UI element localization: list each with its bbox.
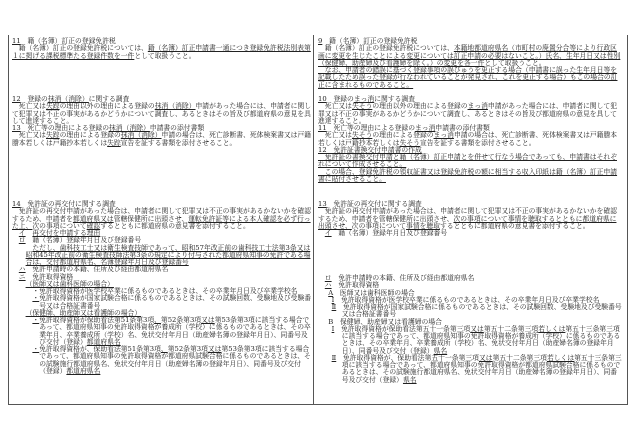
underlined-text: 抹消（消除） — [47, 95, 89, 103]
underlined-text: ・ — [32, 316, 40, 324]
paragraph — [318, 103, 622, 125]
text-segment: 第五十二条第三項 — [483, 324, 539, 333]
text-segment: の理由による登録の — [59, 131, 121, 140]
underlined-text: 又は — [470, 324, 484, 333]
underlined-text: 13 — [318, 200, 327, 208]
text-segment: するとともに都道府県の意見書を添付すること。 — [100, 221, 250, 230]
underlined-text: ハ — [324, 281, 332, 290]
underlined-text: 又は — [201, 316, 215, 324]
list-item — [12, 295, 312, 310]
underlined-text: 又は — [478, 353, 493, 362]
text-segment: 申請があった場合には、申請者に関して犯罪又は不正の事実があるかどうかについて調査し、あるときはその旨及び都道府県の意見を具して進達すること。 — [318, 102, 617, 125]
text-segment: 免許申請時の本籍、住所及び経由都道府県名 — [25, 265, 169, 274]
paragraph — [12, 103, 312, 125]
list-item — [318, 230, 622, 237]
underlined-text: 都道府県名 — [66, 366, 101, 375]
underlined-text: 若しくは — [538, 324, 566, 333]
underlined-text: 事情を聴取 — [406, 221, 441, 230]
text-segment: 免許証の再交付申請があった場合は、申請者に関して犯罪又は不正の事実があるかないかを確認するため、申請者を管轄保健所に出頭させ、 — [318, 207, 617, 223]
underlined-text: 13 — [12, 124, 21, 132]
underlined-text: 11 — [318, 124, 327, 132]
text-segment: 第五十三条第三項に該当する場合であって、都道府県知事の免許取得資格が養成所（学校）に係るものであるときは、その卒業年月、卒業養成所（学校）名、免状交付年月日（助産婦名簿の登録年月日）、同番号及び交付（登録） — [341, 324, 621, 355]
left-section-11 — [12, 38, 312, 60]
text-segment: 免許証の再交付申請があった場合は、申請者に関して犯罪又は不正の事実があるかないかを確認するため、申請者を — [12, 207, 311, 223]
left-section-14 — [12, 201, 312, 375]
underlined-text: 抹消（消除） — [154, 102, 196, 111]
text-segment: 医師又は歯科医師の場合 — [333, 288, 415, 297]
underlined-text: Ⅰ — [331, 295, 335, 304]
text-segment: の理由による登録の — [372, 131, 434, 140]
paragraph — [12, 208, 312, 230]
underlined-text: A — [328, 288, 334, 297]
underlined-text: イ — [18, 229, 26, 237]
underlined-text: 再交付を申請する理由 — [32, 229, 101, 237]
text-segment: 管轄保健所に出頭させ、 — [113, 214, 189, 223]
underlined-text: Ⅱ — [331, 353, 337, 362]
text-segment: 籍（名簿）訂正の登録免許税 — [20, 37, 116, 45]
underlined-text: 12 免許証書換交付申請書の作成 — [318, 145, 422, 154]
underlined-text: 11 — [12, 37, 21, 45]
right-section-9 — [318, 38, 622, 89]
text-segment: 免許取得資格 — [25, 272, 74, 281]
text-segment: 籍（名簿）訂正の登録免許税 — [322, 37, 418, 45]
right-section-10-12 — [318, 96, 622, 183]
text-segment: 申請の場合は、死亡診断書、死体検案書又は戸籍謄本若しくは戸籍抄本若しくは — [318, 131, 618, 147]
text-segment: 免許取得資格が医学校卒業に係るものであるときは、その卒業年月日及び卒業学校名 — [334, 295, 600, 304]
underlined-text: 次の事項について事情を聴取するとともに都道府県に出頭させ、 — [318, 214, 617, 230]
text-segment: として取扱うこと。 — [134, 51, 196, 60]
text-segment: 第53条第3項に該当する場合であって、都道府県知事の免許取得資格が養成所（学校）に係るものであるときは、その卒業年月、卒業養成所（学校）名、免状交付年月日（助産婦名簿の登録年月日）、同番号及び交付（登録） — [39, 316, 311, 346]
text-segment: 次の事項について — [32, 221, 87, 230]
text-segment: に関する調査 — [88, 95, 130, 103]
table-left-border — [8, 35, 9, 405]
underlined-text: 失踪 — [45, 102, 60, 111]
text-segment: ・免許取得資格が医学校卒業に係るものであるときは、その卒業年月日及び卒業学校名 — [32, 287, 298, 295]
underlined-text: 免許証の書換交付申請と籍（名簿）訂正申請とを併せて行なう場合であっても、申請書はそれぞれについて作成させること。 — [318, 153, 617, 169]
right-section-13 — [318, 201, 622, 237]
underlined-text: まっ消 — [433, 131, 454, 140]
underlined-text: Ⅱ — [331, 303, 337, 311]
text-segment: 申請の場合は、死亡診断書、死体検案書又は戸籍謄本若しくは戸籍抄本若しくは — [12, 131, 312, 147]
underlined-text: 籍（名簿）訂正申請書一通につき登録免許税法別表第１に掲げる課税標準たる登録件数を一件 — [12, 44, 311, 60]
text-segment: 免許取得資格が国家試験合格に係るものであるときは、その試験回数、受験地及び受験番号又は合格証書番号 — [39, 294, 312, 310]
text-segment: 籍（名簿）登録年月日及び登録番号 — [331, 229, 448, 237]
underlined-text: なお、申請者の錯誤に基づく登録事項の誤びゅうを更正する場合（申請書に誤った生年月日等を記載したため誤った登録が行なわれていることが発見され、これを更正する場合）もこの場合の訂正に含まれるものであること。 — [318, 66, 618, 89]
underlined-text: イ — [324, 229, 332, 237]
underlined-text: 失そう — [351, 131, 373, 140]
underlined-text: 都道府県又は — [72, 214, 114, 223]
text-segment: 宣告を証する書類を添付させること。 — [419, 138, 536, 147]
text-segment: 第52条第3項 — [167, 345, 208, 353]
underlined-text: ただし、歯科技工士又は衛生検査技師であって、昭和57年改正前の歯科技工士法第3条又は昭和45年改正前の衛生検査技師法第3条の規定により付与された都道府県知事の免許である場合は、交付都道府県名、名簿登録年月日及び登録番号 — [25, 243, 311, 266]
underlined-text: （保健師、助産師又は看護師の場合） — [25, 308, 142, 317]
paragraph — [318, 132, 622, 147]
underlined-text: 本籍地都道府県名（市町村の廃置分合等により行政区画に変更を生じたことによる変更については訂正申請の必要はないこと。）氏名、生年月日又は性別（保健婦、助産婦及び看護婦を除く。）の変更を各一件 — [318, 44, 621, 67]
paragraph — [318, 154, 622, 169]
text-segment: 宣告を証する書類を添付させること。 — [120, 138, 237, 147]
underlined-text: 失踪 — [107, 138, 121, 147]
text-segment: 免許証の再交付に関する調査 — [326, 200, 422, 208]
text-segment: の理由以外の理由による登録の — [372, 102, 468, 111]
underlined-text: まっ消 — [415, 124, 436, 132]
underlined-text: ・ — [32, 294, 40, 303]
right-section-13-continued — [318, 275, 622, 384]
underlined-text: まっ消 — [467, 102, 488, 111]
underlined-text: ・ — [32, 345, 40, 353]
text-segment: 死亡又は — [318, 131, 352, 140]
underlined-text: ロ — [324, 274, 332, 282]
text-segment: 免許取得資格が国家試験合格に係るものであるときは、その試験回数、受験地及び受験番号又は合格証書番号 — [336, 303, 622, 319]
underlined-text: ニ — [18, 272, 26, 281]
text-segment: 籍（名簿）登録年月日及び登録番号 — [25, 236, 142, 245]
text-segment: 免許申請時の本籍、住所及び経由都道府県名 — [331, 274, 475, 282]
text-segment: として取扱うこと。 — [484, 58, 546, 67]
text-segment: 免許取得資格が、保助看法第五十一条第三項 — [336, 353, 479, 362]
text-segment: の理由以外の理由による登録の — [59, 102, 155, 111]
paragraph — [318, 208, 622, 230]
table-column-divider — [313, 35, 314, 405]
underlined-text: 若しくは — [546, 353, 575, 362]
underlined-text: （医師又は歯科医師の場合） — [25, 279, 114, 288]
paragraph — [318, 67, 622, 89]
underlined-text: Ⅰ — [331, 324, 335, 333]
text-segment: 籍（名簿）訂正の登録免許税については、 — [318, 44, 454, 53]
text-segment: 死亡等の理由による登録の — [20, 124, 110, 132]
text-segment: 登録の — [326, 95, 354, 103]
left-section-12-13 — [12, 96, 312, 147]
text-segment: B 保健婦、助産婦又は看護婦の場合 — [328, 317, 442, 326]
underlined-text: 失そう — [399, 138, 420, 147]
text-segment: 免許証の再交付に関する調査 — [20, 200, 116, 208]
text-segment: 免許取得資格が保助看法第51条第3項 — [39, 316, 155, 324]
text-segment: 死亡又は — [318, 102, 352, 111]
underlined-text: 、 — [160, 345, 168, 353]
text-segment: 死亡又は — [12, 102, 46, 111]
underlined-text: まっ消 — [353, 95, 375, 103]
text-segment: に関する調査 — [374, 95, 416, 103]
underlined-text: 9 — [318, 37, 323, 45]
underlined-text: 14 — [12, 200, 21, 208]
list-item — [12, 245, 312, 267]
paragraph — [318, 45, 622, 67]
table-right-border — [627, 35, 628, 405]
underlined-text: 10 — [318, 95, 327, 103]
list-item — [318, 355, 622, 384]
underlined-text: この場合、登録免許税の領収証書又は登録免許税の額に相当する収入印紙は籍（名簿）訂正申請書に貼付させること。 — [318, 167, 618, 183]
text-segment: 申請書の添付書類 — [149, 124, 205, 132]
underlined-text: 12 — [12, 95, 21, 103]
underlined-text: 抹消（消除） — [120, 131, 162, 140]
table-bottom-border — [8, 404, 628, 405]
text-segment: 死亡又は — [12, 131, 46, 140]
list-item — [318, 304, 622, 319]
text-segment: 第52条第3項 — [160, 316, 202, 324]
text-segment: 免許取得資格が、保助看法第51条第3項 — [39, 345, 161, 353]
text-segment: 籍（名簿）訂正の登録免許税については、 — [12, 44, 148, 53]
underlined-text: 都道府県名 — [86, 337, 121, 346]
list-item — [318, 326, 622, 355]
list-item — [12, 346, 312, 375]
paragraph — [318, 169, 622, 184]
underlined-text: ロ — [18, 236, 26, 245]
underlined-text: 失踪 — [45, 131, 60, 140]
underlined-text: 抹消（消除） — [109, 124, 150, 132]
text-segment: 免許取得資格が保助看法第五十一条第三項 — [334, 324, 471, 333]
list-item — [12, 317, 312, 346]
underlined-text: 、 — [154, 316, 161, 324]
underlined-text: ハ — [18, 265, 26, 274]
text-segment: 第五十三条第三項に該当する場合であって、都道府県知事の免許取得資格が都道府県試験合格に係るものであるときは、その試験施行都道府県名、免状交付年月日（助産婦名簿の登録年月日）、同番号及び交付（登録） — [341, 353, 622, 384]
underlined-text: 運転免許証等による本人確認を必ず行った上、 — [12, 214, 311, 230]
underlined-text: 県名 — [433, 346, 448, 355]
underlined-text: 県名 — [402, 375, 417, 384]
underlined-text: 失そう — [351, 102, 373, 111]
text-segment: 第53条第3項に該当する場合であって、都道府県知事の免許取得資格が都道府県試験合格に係るものであるときは、その試験施行都道府県名、免状交付年月日（助産婦名簿の登録年月日）、同番号及び交付（登録） — [39, 345, 311, 375]
text-segment: 登録の — [20, 95, 48, 103]
underlined-text: 確認 — [86, 221, 101, 230]
text-segment: 免許取得資格 — [331, 281, 380, 290]
text-segment: 申請書の添付書類 — [435, 124, 490, 132]
text-segment: 第五十二条第三項 — [492, 353, 547, 362]
underlined-text: 又は — [207, 345, 222, 353]
paragraph — [12, 132, 312, 147]
text-segment: するとともに都道府県の意見書を添付すること。 — [440, 221, 590, 230]
text-segment: 申請があった場合には、申請者に関して犯罪又は不正の事実があるかどうかについて調査し、あるときはその旨及び都道府県の意見を具して進達すること。 — [12, 102, 311, 125]
text-segment: 次の事項について — [351, 221, 407, 230]
text-segment: 死亡等の理由による登録の — [326, 124, 416, 132]
paragraph — [12, 45, 312, 60]
